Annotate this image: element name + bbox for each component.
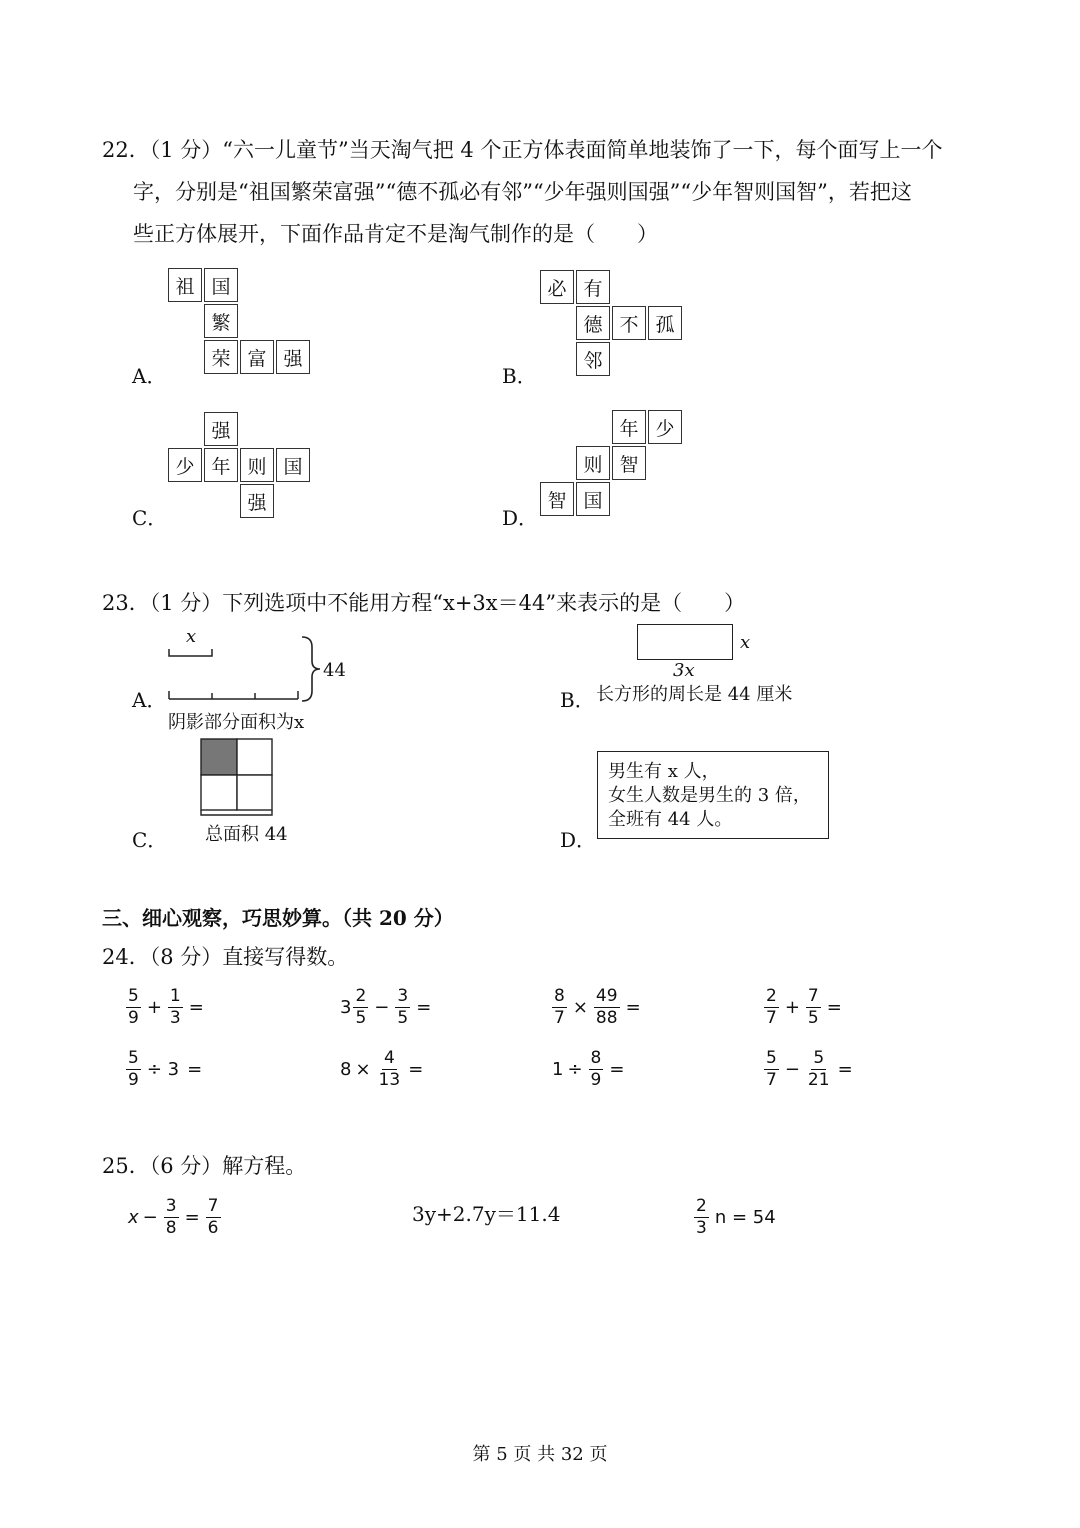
q22-option-b-net (540, 270, 690, 382)
q23-d-line: 全班有 44 人。 (608, 809, 733, 830)
q22-option-a-label: A． (132, 364, 167, 388)
net-cell: 富 (240, 340, 274, 374)
net-cell: 国 (276, 448, 310, 482)
net-cell: 祖 (168, 268, 202, 302)
net-cell: 则 (240, 448, 274, 482)
q23-c-top-caption: 阴影部分面积为x (168, 712, 305, 733)
q24-expr-8: $\frac{5}{7}$ − $\frac{5}{21}$ = (766, 1048, 853, 1090)
q23-b-caption: 长方形的周长是 44 厘米 (596, 684, 793, 705)
q23-d-textbox (597, 751, 829, 839)
q22-option-b-label: B． (502, 364, 537, 388)
net-cell: 少 (168, 448, 202, 482)
net-cell: 德 (576, 306, 610, 340)
q24-expr-2: 3 $\frac{2}{5}$ − $\frac{3}{5}$ = (340, 986, 432, 1028)
q22-option-d-label: D． (502, 506, 539, 530)
net-cell: 繁 (204, 304, 238, 338)
net-cell: 有 (576, 270, 610, 304)
q24-expr-5: $\frac{5}{9}$ ÷ 3 = (128, 1048, 203, 1090)
q23-option-a-label: A． (132, 688, 167, 712)
net-cell: 年 (204, 448, 238, 482)
net-cell: 强 (240, 484, 274, 518)
net-cell: 少 (648, 410, 682, 444)
net-cell: 孤 (648, 306, 682, 340)
q23-d-line: 男生有 x 人， (608, 761, 720, 782)
q22-line1: 22．（1 分）“六一儿童节”当天淘气把 4 个正方体表面简单地装饰了一下，每个面写上一个 (102, 138, 943, 162)
q23-c-bottom-caption: 总面积 44 (205, 824, 288, 845)
q25-eq-1: x − $\frac{3}{8}$ = $\frac{7}{6}$ (128, 1196, 219, 1238)
q24-expr-7: 1 ÷ $\frac{8}{9}$ = (552, 1048, 625, 1090)
q23-a-total: 44 (323, 660, 346, 681)
net-cell: 则 (576, 446, 610, 480)
q23-b-bottom: 3x (673, 660, 695, 681)
q25-eq-3: $\frac{2}{3}$ n = 54 (696, 1196, 776, 1238)
q25-eq-2: 3y+2.7y＝11.4 (412, 1202, 561, 1226)
q23-option-b-label: B． (560, 688, 595, 712)
q22-option-c-label: C． (132, 506, 168, 530)
q22-line2: 字，分别是“祖国繁荣富强”“德不孤必有邻”“少年强则国强”“少年智则国智”，若把这 (133, 180, 912, 204)
q24-stem: 24．（8 分）直接写得数。 (102, 945, 349, 969)
net-cell: 必 (540, 270, 574, 304)
q22-option-c-net (168, 412, 318, 524)
net-cell: 不 (612, 306, 646, 340)
section-3-title: 三、细心观察，巧思妙算。（共 20 分） (102, 906, 454, 930)
net-cell: 智 (540, 482, 574, 516)
q25-stem: 25．（6 分）解方程。 (102, 1154, 307, 1178)
q23-a-x-label: x (186, 626, 197, 647)
net-cell: 国 (576, 482, 610, 516)
net-cell: 邻 (576, 342, 610, 376)
net-cell: 年 (612, 410, 646, 444)
q24-expr-3: $\frac{8}{7}$ × $\frac{49}{88}$ = (554, 986, 641, 1028)
net-cell: 荣 (204, 340, 238, 374)
q22-option-a-net (168, 268, 318, 380)
q23-b-rectangle (637, 624, 733, 660)
q23-c-grid (198, 736, 276, 816)
q24-expr-6: 8 × $\frac{4}{13}$ = (340, 1048, 424, 1090)
q23-option-c-label: C． (132, 828, 168, 852)
net-cell: 国 (204, 268, 238, 302)
page-number: 第 5 页 共 32 页 (472, 1444, 608, 1465)
net-cell: 智 (612, 446, 646, 480)
q23-option-d-label: D． (560, 828, 597, 852)
q22-line3: 些正方体展开，下面作品肯定不是淘气制作的是（ ） (133, 222, 658, 246)
net-cell: 强 (276, 340, 310, 374)
q23-d-line: 女生人数是男生的 3 倍， (608, 785, 811, 806)
q23-b-side: x (740, 632, 751, 653)
q24-expr-4: $\frac{2}{7}$ + $\frac{7}{5}$ = (766, 986, 842, 1028)
q22-option-d-net (540, 410, 690, 522)
net-cell: 强 (204, 412, 238, 446)
q23-stem: 23．（1 分）下列选项中不能用方程“x+3x＝44”来表示的是（ ） (102, 591, 746, 615)
q24-expr-1: $\frac{5}{9}$ + $\frac{1}{3}$ = (128, 986, 204, 1028)
